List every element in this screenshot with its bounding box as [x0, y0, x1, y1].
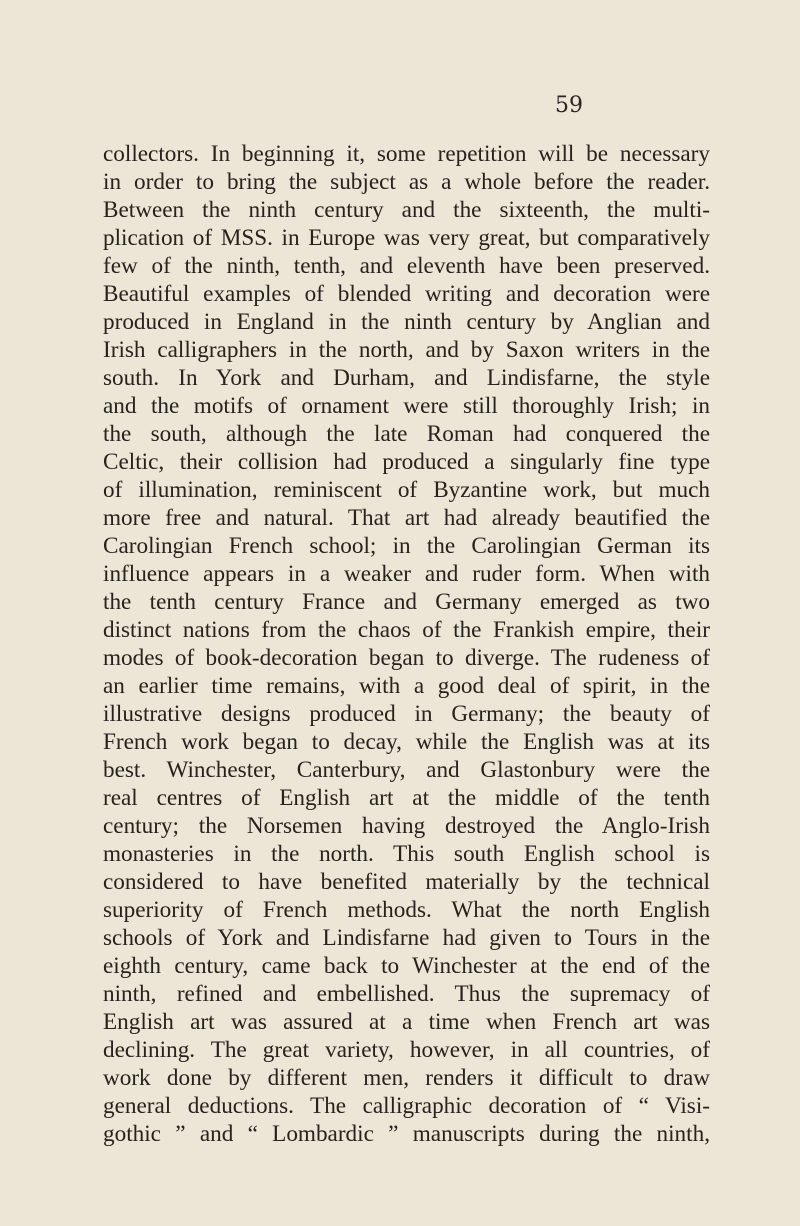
text-line: modes of book-decoration began to diverge. The rudeness of: [103, 645, 710, 671]
text-line: eighth century, came back to Winchester at the end of the: [103, 953, 710, 979]
text-line: the tenth century France and Germany emerged as two: [103, 589, 710, 615]
text-line: Carolingian French school; in the Carolingian German its: [103, 533, 710, 559]
text-line: best. Winchester, Canterbury, and Glastonbury were the: [103, 757, 710, 783]
text-line: Beautiful examples of blended writing and decoration were: [103, 281, 710, 307]
page-number: 59: [555, 93, 583, 118]
text-line: collectors. In beginning it, some repetition will be necessary: [103, 141, 710, 167]
text-line: declining. The great variety, however, in all countries, of: [103, 1037, 710, 1063]
text-line: illustrative designs produced in Germany; the beauty of: [103, 701, 710, 727]
text-line: south. In York and Durham, and Lindisfarne, the style: [103, 365, 710, 391]
text-line: produced in England in the ninth century by Anglian and: [103, 309, 710, 335]
text-line: real centres of English art at the middle of the tenth: [103, 785, 710, 811]
text-line: gothic ” and “ Lombardic ” manuscripts during the ninth,: [103, 1121, 710, 1147]
text-line: influence appears in a weaker and ruder form. When with: [103, 561, 710, 587]
text-line: considered to have benefited materially by the technical: [103, 869, 710, 895]
text-line: general deductions. The calligraphic decoration of “ Visi-: [103, 1093, 710, 1119]
text-line: the south, although the late Roman had conquered the: [103, 421, 710, 447]
text-line: Irish calligraphers in the north, and by Saxon writers in the: [103, 337, 710, 363]
body-text: [103, 140, 710, 1148]
text-line: Celtic, their collision had produced a singularly fine type: [103, 449, 710, 475]
text-line: few of the ninth, tenth, and eleventh have been preserved.: [103, 253, 710, 279]
text-line: English art was assured at a time when French art was: [103, 1009, 710, 1035]
text-line: superiority of French methods. What the north English: [103, 897, 710, 923]
text-line: plication of MSS. in Europe was very great, but comparatively: [103, 225, 710, 251]
text-line: and the motifs of ornament were still thoroughly Irish; in: [103, 393, 710, 419]
text-line: distinct nations from the chaos of the Frankish empire, their: [103, 617, 710, 643]
text-line: schools of York and Lindisfarne had given to Tours in the: [103, 925, 710, 951]
text-line: Between the ninth century and the sixteenth, the multi-: [103, 197, 710, 223]
text-line: century; the Norsemen having destroyed the Anglo-Irish: [103, 813, 710, 839]
text-line: in order to bring the subject as a whole before the reader.: [103, 169, 710, 195]
text-line: French work began to decay, while the English was at its: [103, 729, 710, 755]
text-line: more free and natural. That art had already beautified the: [103, 505, 710, 531]
text-line: of illumination, reminiscent of Byzantine work, but much: [103, 477, 710, 503]
text-line: ninth, refined and embellished. Thus the supremacy of: [103, 981, 710, 1007]
text-line: monasteries in the north. This south English school is: [103, 841, 710, 867]
text-line: an earlier time remains, with a good deal of spirit, in the: [103, 673, 710, 699]
text-line: work done by different men, renders it difficult to draw: [103, 1065, 710, 1091]
